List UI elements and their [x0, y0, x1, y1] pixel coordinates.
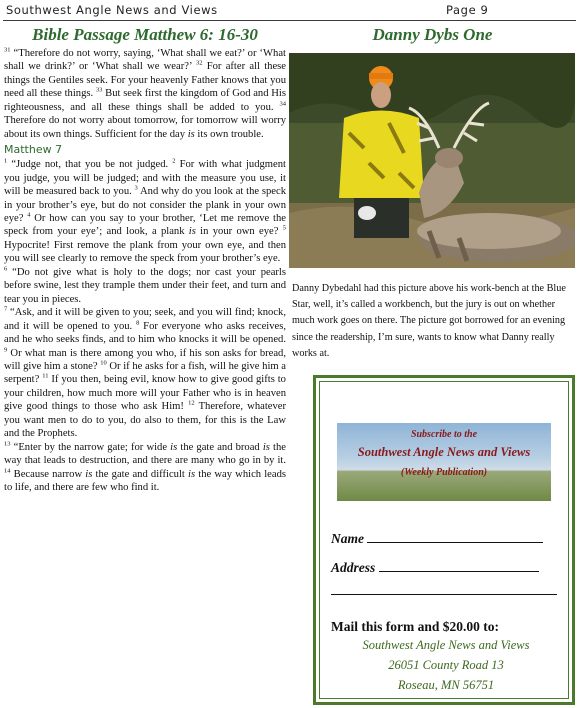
name-label: Name	[331, 531, 364, 546]
page-header	[4, 3, 575, 19]
address-label: Address	[331, 560, 376, 575]
banner-line-1: Subscribe to the	[410, 429, 478, 440]
danny-article-column	[289, 25, 576, 47]
banner-line-3: (Weekly Publication)	[400, 467, 488, 478]
photo-caption: Danny Dybedahl had this picture above his work-bench at the Blue Star, well, it’s called a workbench, but the jury is out on whether much work goes on there. The picture got borrowed for an evening since the readership, I’m sure, wants to know what Danny really works at.	[292, 283, 566, 359]
matthew-6-text: $^{31}$ “Therefore do not worry, saying, ‘What shall we eat?’ or ‘What shall we drink?’ or ‘What shall we wear?’ $^{32}$ For after all these things the Gentiles seek. For your heavenly Father knows that you need all these things. $^{33}$ But seek first the kingdom of God and His righteousness, and all these things shall be added to you. $^{34}$ Therefore do not worry about tomorrow, for tomorrow will worry about its own things. Sufficient for the day is its own trouble.	[4, 46, 286, 140]
mail-address-line-1: Southwest Angle News and Views	[362, 638, 530, 652]
mail-instructions: Mail this form and $20.00 to:	[331, 619, 499, 634]
address-line-2[interactable]	[331, 594, 557, 595]
address-field-row	[331, 559, 539, 576]
address-field[interactable]	[379, 559, 539, 572]
subscription-banner	[337, 423, 551, 501]
subscription-form	[313, 375, 575, 705]
name-field[interactable]	[367, 530, 543, 543]
page-number: Page 9	[446, 3, 489, 17]
header-rule	[3, 20, 576, 21]
danny-article-title: Danny Dybs One	[372, 25, 493, 44]
matthew-7-text: $^1$ “Judge not, that you be not judged. $^2$ For with what judgment you judge, you will be judged; and with the measure you use, it will be measured back to you. $^3$ And why do you look at the speck in your brother’s eye, but do not consider the plank in your own eye? $^4$ Or how can you say to your brother, ‘Let me remove the speck from your eye’; and look, a plank is in your own eye? $^5$ Hypocrite! First remove the plank from your own eye, and then you will see clearly to remove the speck from your brother’s eye. $^6$ “Do not give what is holy to the dogs; nor cast your pearls before swine, lest they trample them under their feet, and turn and tear you in pieces. $^7$ “Ask, and it will be given to you; seek, and you will find; knock, and it will be opened to you. $^8$ For everyone who asks receives, and he who seeks finds, and to him who knocks it will be opened. $^9$ Or what man is there among you who, if his son asks for bread, will give him a stone? $^{10}$ Or if he asks for a fish, will he give him a serpent? $^{11}$ If you then, being evil, know how to give good gifts to your children, how much more will your Father who is in heaven give good things to those who ask Him! $^{12}$ Therefore, whatever you want men to do to you, do also to them, for this is the Law and the Prophets. $^{13}$ “Enter by the narrow gate; for wide is the gate and broad is the way that leads to destruction, and there are many who go in by it. $^{14}$ Because narrow is the gate and difficult is the way which leads to life, and there are few who find it.	[4, 157, 287, 494]
hunter-deer-photo	[289, 53, 575, 268]
photo-illustration	[289, 53, 575, 268]
bible-passage-column	[4, 25, 286, 495]
name-field-row	[331, 530, 543, 547]
bible-passage-title: Bible Passage Matthew 6: 16-30	[32, 25, 258, 44]
matthew-7-subhead: Matthew 7	[4, 143, 63, 157]
mail-address-line-3: Roseau, MN 56751	[397, 678, 495, 692]
mail-address-line-2: 26051 County Road 13	[388, 658, 504, 672]
publication-name: Southwest Angle News and Views	[6, 3, 218, 17]
banner-line-2: Southwest Angle News and Views	[357, 445, 531, 459]
subscription-form-inner	[319, 381, 569, 699]
